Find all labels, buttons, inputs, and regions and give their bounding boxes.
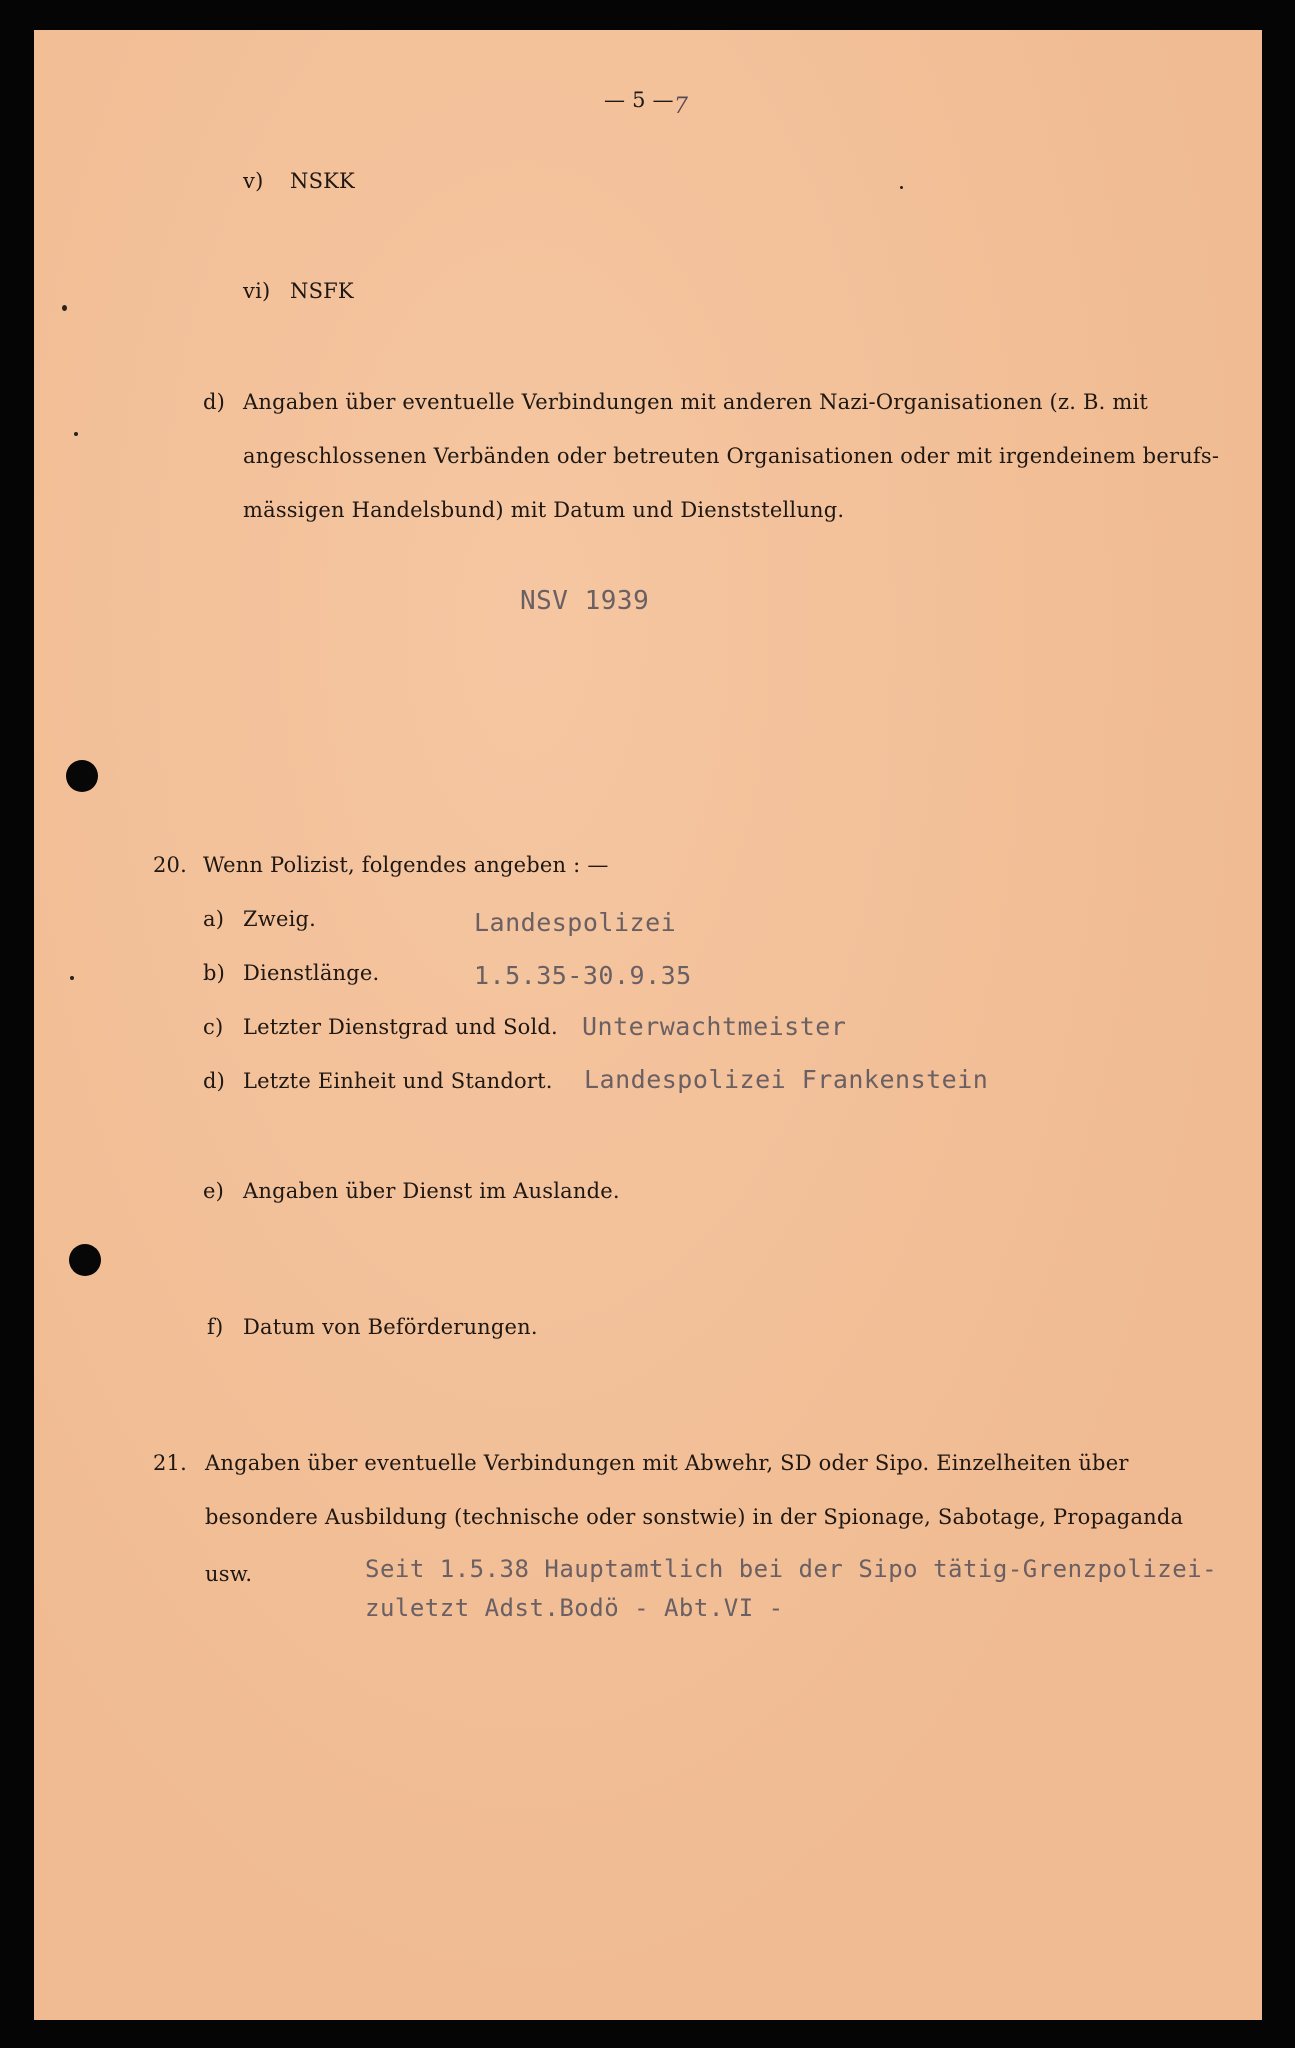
q20-text: Wenn Polizist, folgendes angeben : — — [203, 853, 609, 877]
q20-c-label: c) — [203, 1015, 224, 1039]
q20-f-label: f) — [207, 1315, 224, 1339]
item-v-label: v) — [243, 169, 264, 193]
q20-e-text: Angaben über Dienst im Auslande. — [243, 1179, 620, 1203]
q21-answer-line2: zuletzt Adst.Bodö - Abt.VI - — [365, 1594, 784, 1622]
q20-a-label: a) — [203, 907, 225, 931]
item-vi-text: NSFK — [290, 279, 354, 303]
q21-line1: Angaben über eventuelle Verbindungen mit Abwehr, SD oder Sipo. Einzelheiten über — [205, 1451, 1129, 1475]
speck — [74, 432, 78, 436]
item-v-text: NSKK — [290, 169, 355, 193]
q20-b-answer: 1.5.35-30.9.35 — [474, 961, 692, 990]
q21-line3: usw. — [205, 1562, 253, 1586]
page-number-handwritten-mark: 7 — [674, 94, 689, 119]
q20-f-text: Datum von Beförderungen. — [243, 1315, 538, 1339]
q20-c-answer: Unterwachtmeister — [582, 1012, 847, 1041]
item-d-answer: NSV 1939 — [520, 586, 650, 616]
q20-d-answer: Landespolizei Frankenstein — [584, 1065, 989, 1094]
q20-a-answer: Landespolizei — [474, 908, 677, 937]
item-d-line2: angeschlossenen Verbänden oder betreuten Organisationen oder mit irgendeinem berufs- — [243, 444, 1220, 468]
q20-d-text: Letzte Einheit und Standort. — [243, 1069, 553, 1093]
q20-b-text: Dienstlänge. — [243, 961, 380, 985]
speck — [70, 976, 74, 980]
q21-line2: besondere Ausbildung (technische oder sonstwie) in der Spionage, Sabotage, Propaganda — [205, 1505, 1184, 1529]
q20-number: 20. — [153, 853, 187, 877]
q20-a-text: Zweig. — [243, 907, 317, 931]
speck — [62, 305, 67, 311]
item-d-line3: mässigen Handelsbund) mit Datum und Dienststellung. — [243, 498, 845, 522]
item-vi-label: vi) — [243, 279, 271, 303]
q20-c-text: Letzter Dienstgrad und Sold. — [243, 1015, 558, 1039]
punch-hole-bottom — [69, 1244, 101, 1276]
speck — [900, 186, 903, 189]
q21-number: 21. — [153, 1451, 187, 1475]
q20-b-label: b) — [203, 961, 226, 985]
item-d-line1: Angaben über eventuelle Verbindungen mit anderen Nazi-Organisationen (z. B. mit — [243, 390, 1149, 414]
page-number: — 5 — — [604, 88, 674, 112]
punch-hole-top — [66, 760, 98, 792]
q20-e-label: e) — [203, 1179, 225, 1203]
q20-d-label: d) — [203, 1069, 226, 1093]
item-d-label: d) — [203, 390, 226, 414]
q21-answer-line1: Seit 1.5.38 Hauptamtlich bei der Sipo tätig-Grenzpolizei- — [365, 1555, 1218, 1583]
